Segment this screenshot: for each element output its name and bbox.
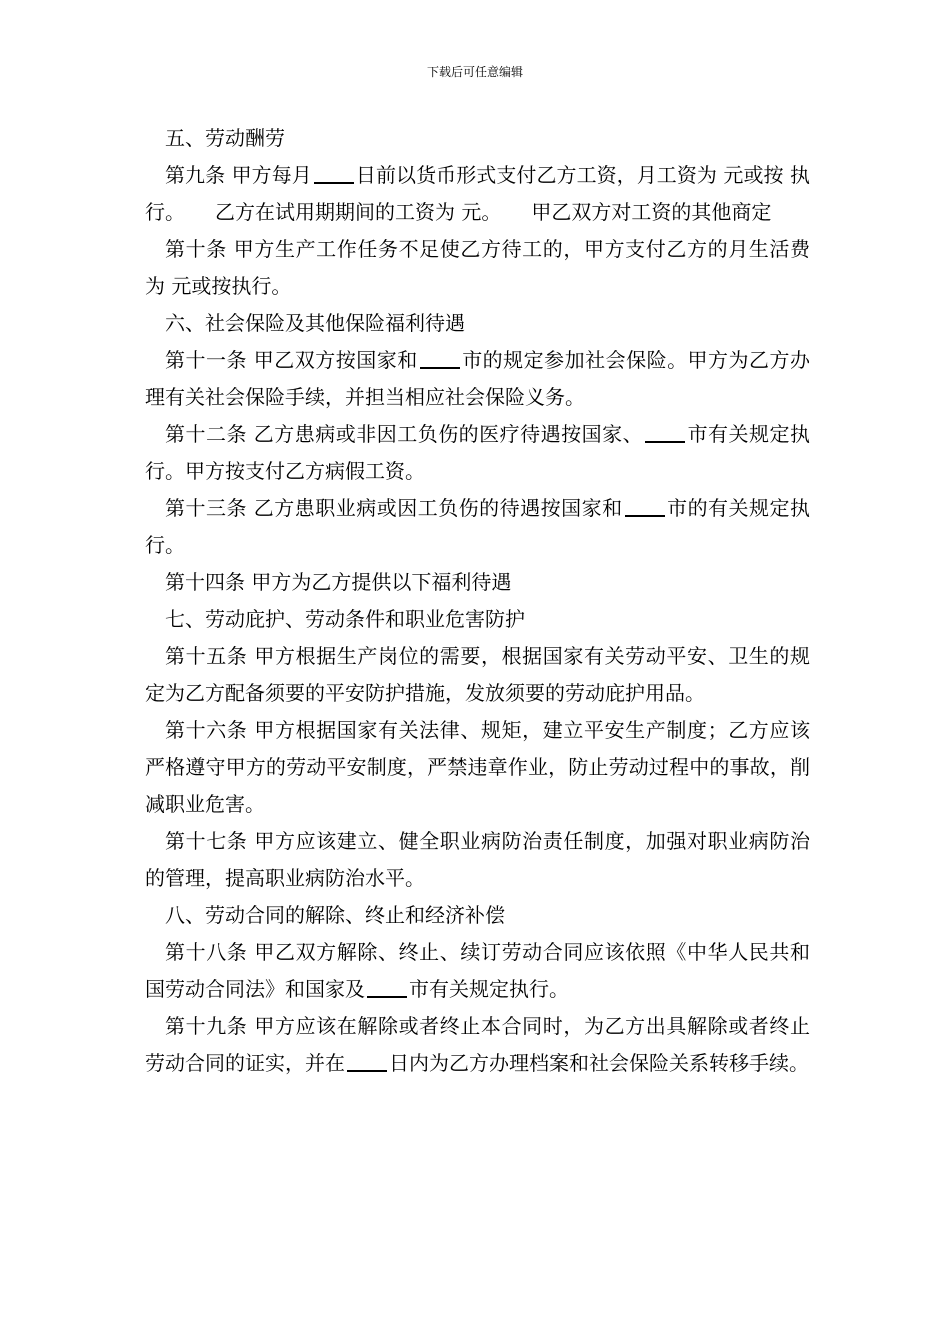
article-paragraph [145, 564, 810, 601]
article-paragraph [145, 416, 810, 490]
section-heading: 五、劳动酬劳 [165, 126, 285, 150]
fill-in-blank [420, 347, 460, 369]
section-heading: 七、劳动庇护、劳动条件和职业危害防护 [165, 607, 525, 631]
article-paragraph [145, 638, 810, 712]
article-paragraph [145, 342, 810, 416]
paragraph-text: 第十六条 甲方根据国家有关法律、规矩，建立平安生产制度；乙方应该严格遵守甲方的劳动平安制度，严禁违章作业，防止劳动过程中的事故，削减职业危害。 [145, 718, 810, 816]
article-paragraph [145, 231, 810, 305]
fill-in-blank [645, 421, 685, 443]
paragraph-text: 市的有关规定执行。 [145, 496, 811, 557]
paragraph-text: 第九条 甲方每月 [165, 163, 312, 187]
section-heading: 八、劳动合同的解除、终止和经济补偿 [165, 903, 505, 927]
paragraph-text: 第十七条 甲方应该建立、健全职业病防治责任制度，加强对职业病防治的管理，提高职业病防治水平。 [145, 829, 810, 890]
paragraph-text: 第十二条 乙方患病或非因工负伤的医疗待遇按国家、 [165, 422, 644, 446]
paragraph-text: 第十一条 甲乙双方按国家和 [165, 348, 418, 372]
paragraph-text: 市有关规定执行。甲方按支付乙方病假工资。 [145, 422, 811, 483]
fill-in-blank [314, 162, 354, 184]
article-paragraph [145, 490, 810, 564]
section-heading: 六、社会保险及其他保险福利待遇 [165, 311, 465, 335]
article-paragraph [145, 157, 810, 231]
paragraph-text: 第十条 甲方生产工作任务不足使乙方待工的，甲方支付乙方的月生活费为 元或按执行。 [145, 237, 810, 298]
fill-in-blank [367, 976, 407, 998]
paragraph-text: 市的规定参加社会保险。甲方为乙方办理有关社会保险手续，并担当相应社会保险义务。 [145, 348, 810, 409]
fill-in-blank [347, 1050, 387, 1072]
paragraph-text: 第十八条 甲乙双方解除、终止、续订劳动合同应该依照《中华人民共和国劳动合同法》和国家及 [145, 940, 810, 1001]
paragraph-text: 第十四条 甲方为乙方提供以下福利待遇 [165, 570, 512, 594]
paragraph-text: 日前以货币形式支付乙方工资，月工资为 元或按 执行。 乙方在试用期期间的工资为 元。 甲乙双方对工资的其他商定 [145, 163, 810, 224]
paragraph-text: 日内为乙方办理档案和社会保险关系转移手续。 [389, 1051, 809, 1075]
document-body [145, 120, 810, 1082]
paragraph-text: 第十九条 甲方应该在解除或者终止本合同时，为乙方出具解除或者终止劳动合同的证实，并在 [145, 1014, 810, 1075]
article-paragraph [145, 712, 810, 823]
paragraph-text: 第十五条 甲方根据生产岗位的需要，根据国家有关劳动平安、卫生的规定为乙方配备须要的平安防护措施，发放须要的劳动庇护用品。 [145, 644, 810, 705]
page-header: 下载后可任意编辑 [426, 65, 523, 79]
article-paragraph [145, 1008, 810, 1082]
paragraph-text: 市有关规定执行。 [409, 977, 569, 1001]
fill-in-blank [625, 495, 665, 517]
article-paragraph [145, 934, 810, 1008]
article-paragraph [145, 823, 810, 897]
paragraph-text: 第十三条 乙方患职业病或因工负伤的待遇按国家和 [165, 496, 623, 520]
